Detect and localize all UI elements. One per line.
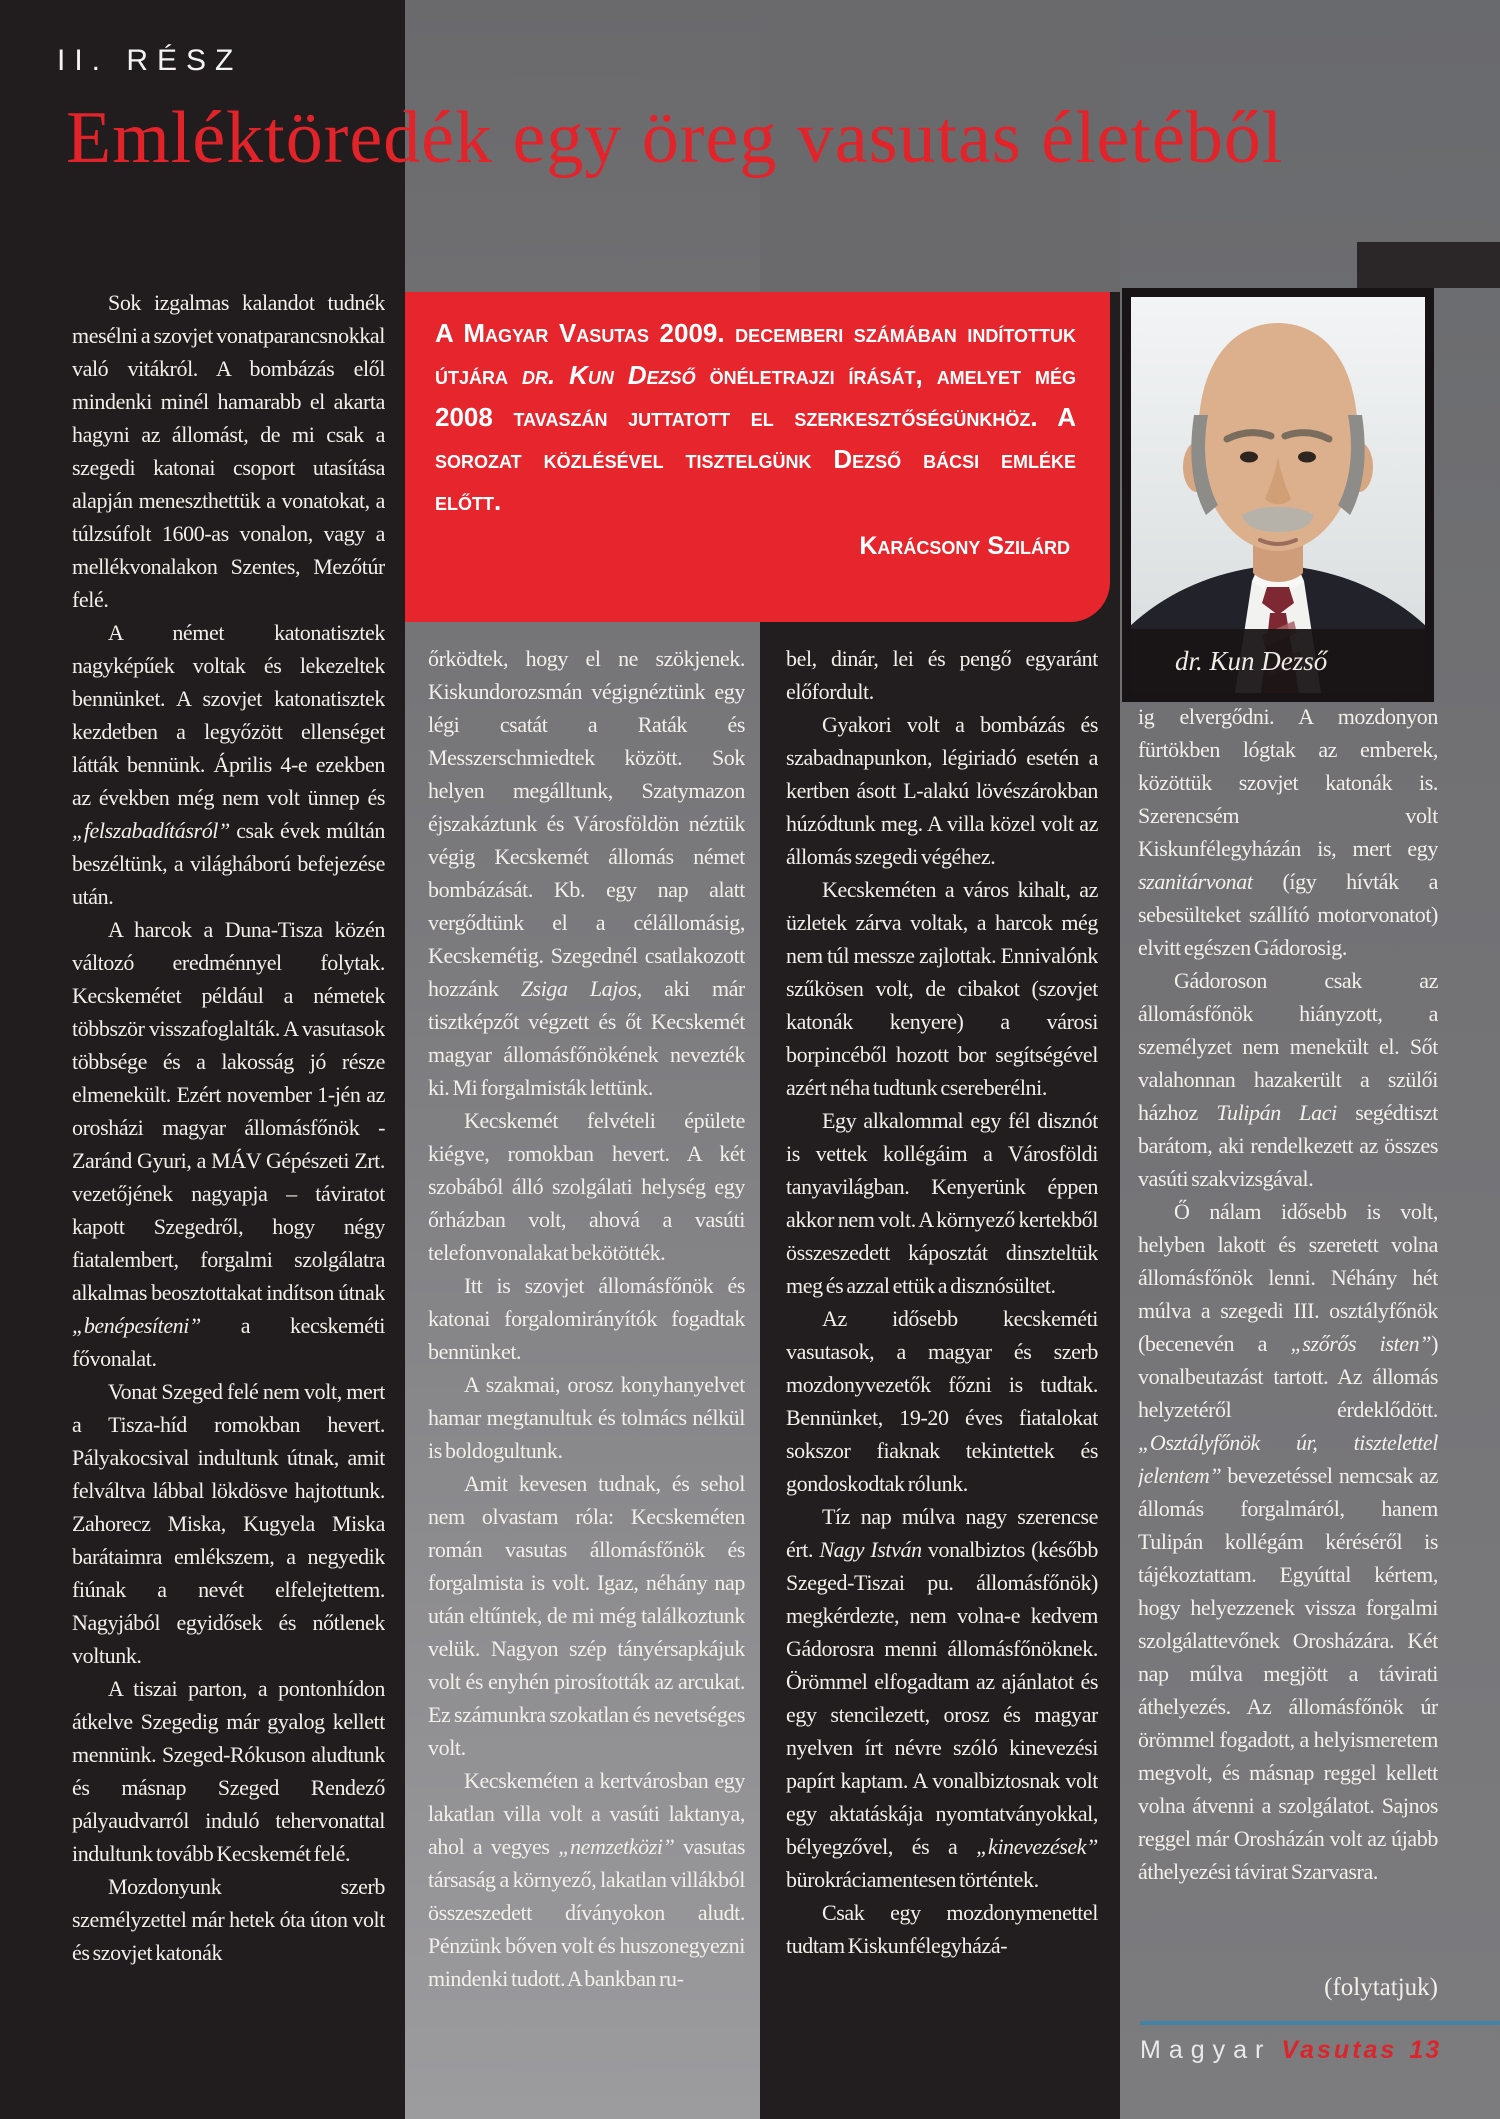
paragraph: Gádoroson csak az állomásfőnök hiányzott, a személyzet nem menekült el. Sőt valahonnan hazakerült a szülői házhoz Tulipán Laci segédtiszt barátom, aki rendelkezett az összes vasúti szakvizsgával. [1138,968,1438,1191]
paragraph: bel, dinár, lei és pengő egyaránt előfordult. [786,646,1098,704]
portrait-photo [1122,288,1434,702]
paragraph: Itt is szovjet állomásfőnök és katonai forgalomirányítók fogadtak bennünket. [428,1273,745,1364]
paragraph: Ő nálam idősebb is volt, helyben lakott és szeretett volna állomásfőnök lenni. Néhány hét múlva a szegedi III. osztályfőnök (becenevén a „szőrős isten”) vonalbeutazást tartott. Az állomás helyzetéről érdeklődött. „Osztályfőnök úr, tisztelettel jelentem” bevezetéssel nemcsak az állomás forgalmáról, hanem Tulipán kollégám kéréséről is tájékoztattam. Egyúttal kértem, hogy helyezzenek vissza forgalmi szolgálattevőnek Orosházára. Két nap múlva megjött a távirati áthelyezés. Az állomásfőnök úr örömmel fogadott, a helyismeretem megvolt, és másnap reggel kellett volna átvenni a szolgálatot. Sajnos reggel már Orosházán volt az újabb áthelyezési távirat Szarvasra. [1138,1199,1438,1884]
article-title: Emléktöredék egy öreg vasutas életéből [66,97,1284,179]
magazine-name-red: Vasutas [1281,2036,1398,2064]
paragraph: őrködtek, hogy el ne szökjenek. Kiskundorozsmán végignéztünk egy légi csatát a Raták és Messzerschmiedtek között. Sok helyen megálltunk, Szatymazon éjszakáztunk és Városföldön néztük végig Kecskemét állomás német bombázását. Kb. egy nap alatt vergődtünk el a célállomásig, Kecskemétig. Szegednél csatlakozott hozzánk Zsiga Lajos, aki már tisztképzőt végzett és őt Kecskemét magyar állomásfőnökének nevezték ki. Mi forgalmisták lettünk. [428,646,745,1100]
paragraph: Amit kevesen tudnak, és sehol nem olvastam róla: Kecskeméten román vasutas állomásfőnök és forgalmista is volt. Igaz, néhány nap után eltűntek, de mi még találkoztunk velük. Nagyon szép tányérsapkájuk volt és enyhén pirosították az arcukat. Ez számunkra szokatlan és nevetséges volt. [428,1471,745,1760]
paragraph: Kecskeméten a város kihalt, az üzletek zárva voltak, a harcok még nem túl messze zajlottak. Ennivalónk szűkösen volt, de cibakot (szovjet katonák kenyere) a városi borpincéből hozott bor segítségével azért néha tudtunk csereberélni. [786,877,1098,1100]
paragraph: A harcok a Duna-Tisza közén változó eredménnyel folytak. Kecskemétet például a németek többször visszafoglalták. A vasutasok többsége és a lakosság jó része elmenekült. Ezért november 1-jén az orosházi magyar állomásfőnök - Zaránd Gyuri, a MÁV Gépészeti Zrt. vezetőjének nagyapja – táviratot kapott Szegedről, hogy négy fiatalembert, forgalmi szolgálatra alkalmas beosztottakat indítson útnak „benépesíteni” a kecskeméti fővonalat. [72,917,385,1371]
paragraph: A tiszai parton, a pontonhídon átkelve Szegedig már gyalog kellett mennünk. Szeged-Rókuson aludtunk és másnap Szeged Rendező pályaudvarról induló tehervonattal indultunk tovább Kecskemét felé. [72,1676,385,1866]
footer-rule [1140,2021,1500,2025]
intro-byline: Karácsony Szilárd [859,532,1070,560]
intro-text: A Magyar Vasutas 2009. decemberi számában indítottuk útjára dr. Kun Dezső önéletrajzi írását, amelyet még 2008 tavaszán juttatott el szerkesztőségünkhöz. A sorozat közlésével tisztelgünk Dezső bácsi emléke előtt. [435,318,1076,516]
paragraph: Az idősebb kecskeméti vasutasok, a magyar és szerb mozdonyvezetők főzni is tudtak. Bennünket, 19-20 éves fiatalokat sokszor fiaknak tekintettek és gondoskodtak rólunk. [786,1306,1098,1496]
magazine-name-white: Magyar [1140,2036,1272,2064]
paragraph: Sok izgalmas kalandot tudnék mesélni a szovjet vonatparancsnokkal való vitákról. A bombázás elől mindenki minél hamarabb el akarta hagyni az állomást, de mi csak a szegedi katonai csoport utasítása alapján meneszthettük a vonatokat, a túlzsúfolt 1600-as vonalon, vagy a mellékvonalakon Szentes, Mezőtúr felé. [72,290,385,612]
photo-caption: dr. Kun Dezső [1175,645,1328,676]
paragraph: Vonat Szeged felé nem volt, mert a Tisza-híd romokban hevert. Pályakocsival indultunk útnak, amit felváltva lábbal lökdösve hajtottunk. Zahorecz Miska, Kugyela Miska barátaimra emlékszem, a negyedik fiúnak a nevét elfelejtettem. Nagyjából egyidősek és nőtlenek voltunk. [72,1379,385,1668]
text-column-4 [1138,700,1438,1962]
paragraph: Kecskeméten a kertvárosban egy lakatlan villa volt a vasúti laktanya, ahol a vegyes „nemzetközi” vasutas társaság a környező, lakatlan villákból összeszedett díványokon aludt. Pénzünk bőven volt és huszonegyezni mindenki tudott. A bankban ru- [428,1768,745,1991]
page-number: 13 [1409,2036,1442,2064]
paragraph: A szakmai, orosz konyhanyelvet hamar megtanultuk és tolmács nélkül is boldogultunk. [428,1372,745,1463]
photo-caption-bar [1131,629,1425,693]
paragraph: Mozdonyunk szerb személyzettel már hetek óta úton volt és szovjet katonák [72,1874,385,1965]
text-column-2 [428,642,745,2052]
continuation-note: (folytatjuk) [1324,1974,1438,2001]
footer [1140,2036,1442,2065]
paragraph: A német katonatisztek nagyképűek voltak és lekezeltek bennünket. A szovjet katonatisztek kezdetben a legyőzött ellenséget látták bennünk. Április 4-e ezekben az években még nem volt ünnep és „felszabadításról” csak évek múltán beszéltünk, a világháború befejezése után. [72,620,385,909]
decor-corner-block [1357,242,1500,288]
part-label: II. RÉSZ [57,44,243,77]
portrait-image [1131,297,1425,693]
text-column-3 [786,642,1098,2097]
paragraph: Gyakori volt a bombázás és szabadnapunkon, légiriadó esetén a kertben ásott L-alakú lövészárokban húzódtunk meg. A villa közel volt az állomás szegedi végéhez. [786,712,1098,869]
intro-box [405,292,1110,622]
paragraph: Tíz nap múlva nagy szerencse ért. Nagy István vonalbiztos (később Szeged-Tiszai pu. állomásfőnök) megkérdezte, nem volna-e kedvem Gádorosra menni állomásfőnöknek. Örömmel elfogadtam az ajánlatot és egy stencilezett, orosz és magyar nyelven írt névre szóló kinevezési papírt kaptam. A vonalbiztosnak volt egy aktatáskája nyomtatványokkal, bélyegzővel, és a „kinevezések” bürokráciamentesen történtek. [786,1504,1098,1892]
paragraph: ig elvergődni. A mozdonyon fürtökben lógtak az emberek, közöttük szovjet katonák is. Szerencsém volt Kiskunfélegyházán is, mert egy szanitárvonat (így hívták a sebesülteket szállító motorvonatot) elvitt egészen Gádorosig. [1138,704,1438,960]
text-column-1 [72,286,385,2042]
paragraph: Kecskemét felvételi épülete kiégve, romokban hevert. A két szobából álló szolgálati helység egy őrházban volt, ahová a vasúti telefonvonalakat bekötötték. [428,1108,745,1265]
paragraph: Csak egy mozdonymenettel tudtam Kiskunfélegyházá- [786,1900,1098,1958]
paragraph: Egy alkalommal egy fél disznót is vettek kollégáim a Városföldi tanyavilágban. Kenyerünk éppen akkor nem volt. A környező kertekből összeszedett káposztát dinszteltük meg és azzal ettük a disznósültet. [786,1108,1098,1298]
